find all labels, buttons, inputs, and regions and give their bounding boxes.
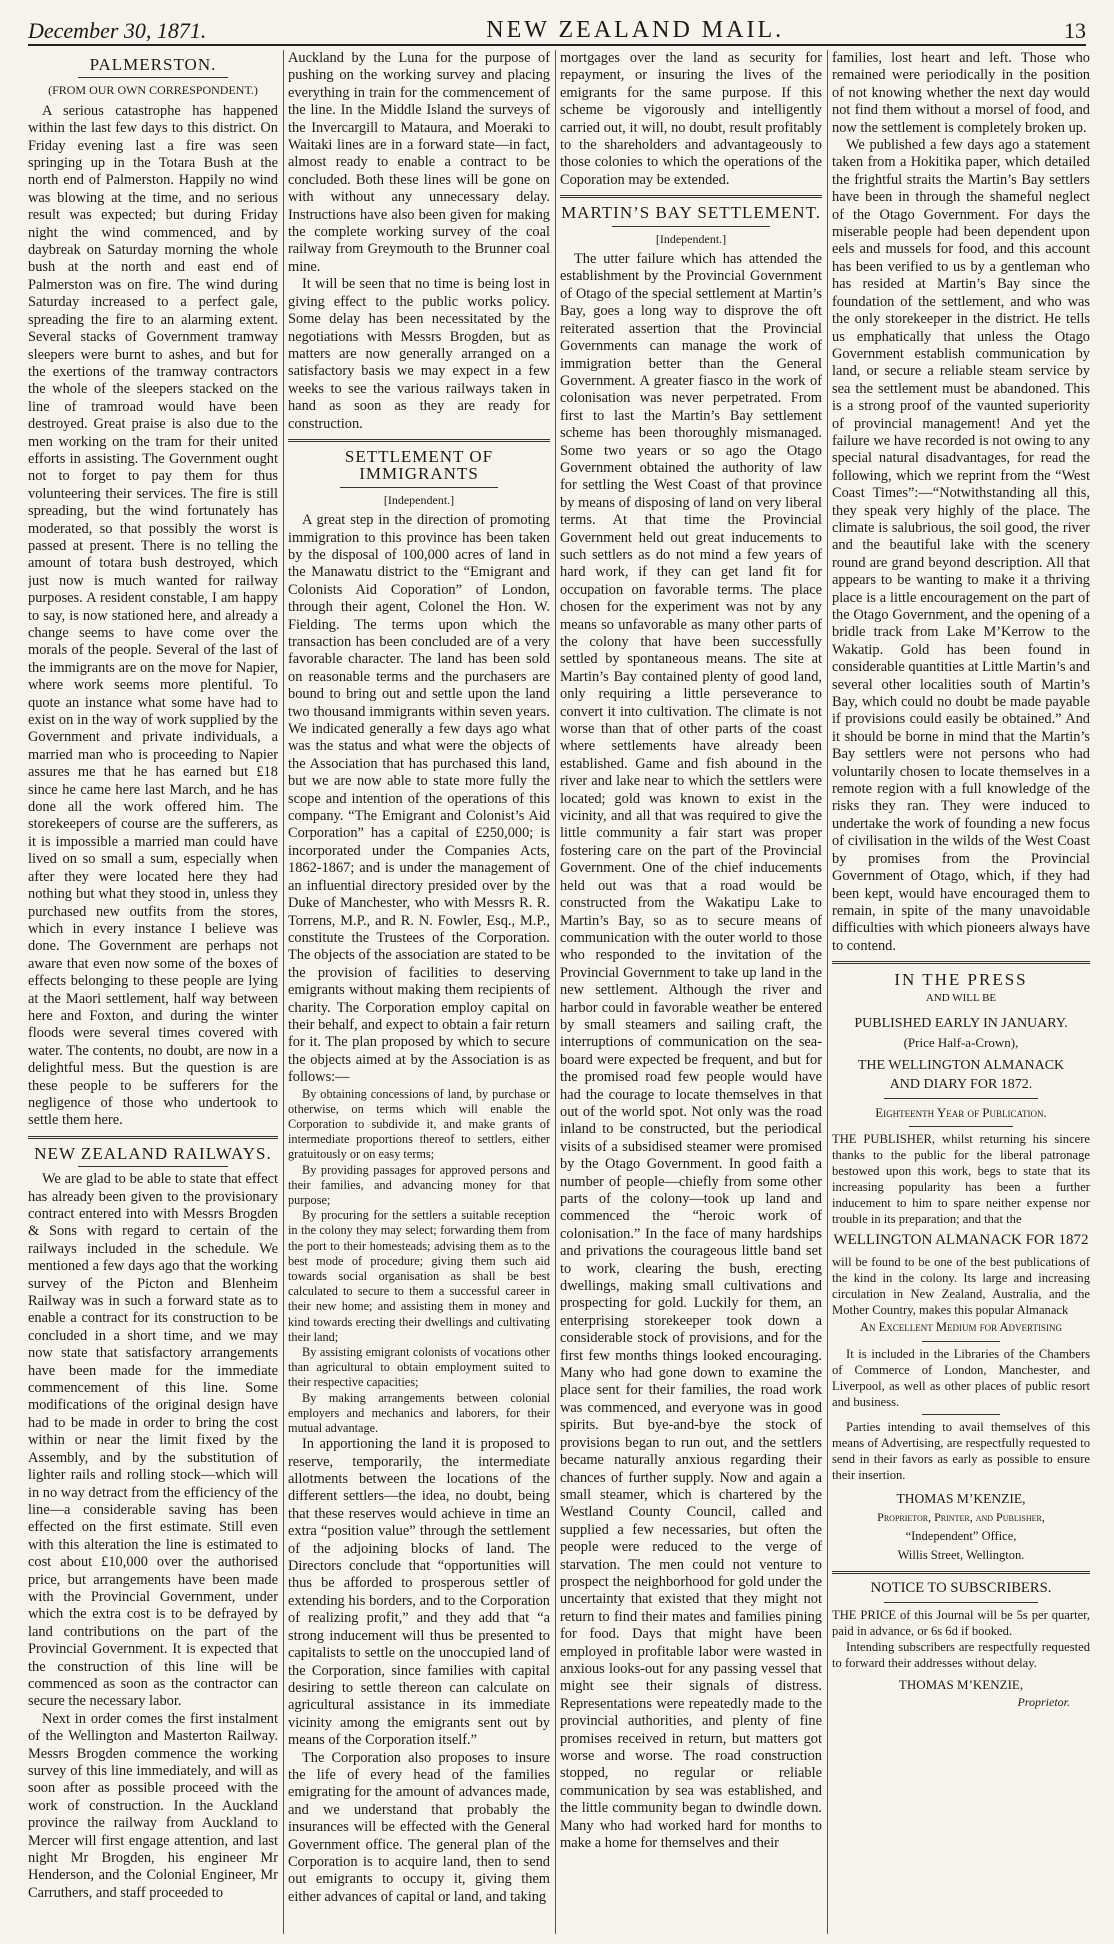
plan-item: By assisting emigrant colonists of vocations other than agricultural to obtain employment suited to their respective capacities; [288, 1345, 550, 1390]
plan-item: By providing passages for approved persons and their families, and advancing money for that purpose; [288, 1162, 550, 1207]
masthead [28, 10, 1086, 46]
notice-heading: NOTICE TO SUBSCRIBERS. [870, 1580, 1052, 1597]
ad-published: PUBLISHED EARLY IN JANUARY. [854, 1016, 1068, 1032]
article-paragraph: The Corporation also proposes to insure the life of every head of the families emigrating for the amount of advances made, and we understand that probably the insurances will be effected with the General Government office. The general plan of the Corporation is to acquire land, then to send out emigrants to occupy it, giving them either advances of capital or land, and taking [288, 1749, 550, 1905]
heading-rule [340, 487, 497, 488]
column-3 [560, 50, 822, 1936]
article-heading-immigrants: SETTLEMENT OF IMMIGRANTS [344, 446, 494, 484]
page-number: 13 [1064, 18, 1086, 43]
plan-item: By procuring for the settlers a suitable reception in the colony they may select; forwarding them from the port to their homesteads; advising them as to the best mode of procedure; giving them such aid towards social organisation as shall be best calculated to secure to them a successful career in their new home; and assisting them in money and kind towards erecting their dwellings and cultivating their land; [288, 1208, 550, 1344]
ad-signature-address: Willis Street, Wellington. [897, 1548, 1025, 1563]
heading-rule [612, 226, 769, 227]
issue-date: December 30, 1871. [28, 18, 207, 43]
article-paragraph: It will be seen that no time is being lost in giving effect to the public works policy. Some delay has been necessitated by the negotiations with Messrs Brogden, but as matters are now generally arranged on a satisfactory basis we may expect in a few weeks to see the various railways taken in hand as soon as they are ready for construction. [288, 276, 550, 432]
article-byline: (FROM OUR OWN CORRESPONDENT.) [48, 83, 258, 98]
ad-medium: An Excellent Medium for Advertising [859, 1320, 1063, 1335]
article-separator [288, 439, 550, 442]
ad-signature-role: Proprietor, Printer, and Publisher, [877, 1510, 1045, 1525]
notice-paragraph: Intending subscribers are respectfully requested to forward their addresses without delay. [832, 1639, 1090, 1670]
ad-in-the-press: IN THE PRESS [894, 970, 1028, 990]
article-heading-martins-bay: MARTIN’S BAY SETTLEMENT. [561, 203, 821, 223]
article-paragraph: The utter failure which has attended the establishment by the Provincial Government of Otago of the special settlement at Martin’s Bay, goes a long way to disprove the oft reiterated assertion that the Provincial Governments can manage the work of immigration better than the General Government. A greater fiasco in the work of colonisation was never perpetrated. From first to last the Martin’s Bay settlement scheme has been thoroughly mismanaged. Some two years or so ago the Otago Government obtained the authority of law for settling the West Coast of that province by means of disposing of land on very liberal terms. At that time the Provincial Government held out great inducements to such settlers as do not mind a few years of hard work, if they can get land fit for occupation on favorable terms. The place chosen for the experiment was not by any means so unfavorable as many other parts of the colony that have been successfully settled by spontaneous means. The site at Martin’s Bay contained plenty of good land, only requiring a little perseverance to convert it into cultivation. The climate is not worse than that of other parts of the coast where settlements have already been established. Game and fish abound in the river and lake near to which the settlers were located; gold was known to exist in the vicinity, and all that was required to give the little community a fair start was proper fostering care on the part of the Provincial Government. One of the chief inducements held out was that a road would be constructed from the Wakatipu Lake to Martin’s Bay, so as to secure means of communication with the outer world to those who responded to the invitation of the Provincial Government to take up land in the new settlement. Although the river and harbor could in favorable weather be entered by small steamers and sailing craft, the interruptions of communication on the sea-board were expected be frequent, and but for the promised road few people would have had the courage to locate themselves in that out of the world spot. Not only was the road inland to be constructed, but the periodical visits of a subsidised steamer were promised by the Otago Government. In good faith a number of people—chiefly from some other parts of the colony—took up land and commenced the “heroic work of colonisation.” In the face of many hardships and privations the courageous little band set to work, clearing the bush, erecting dwellings, making small cultivations and prospecting for gold. Luckily for them, an enterprising storekeeper took down a considerable stock of provisions, and for the first few months things looked encouraging. Many who had gone down to examine the place sent for their families, the road work was commenced, and everyone was in good spirits. But bye-and-bye the stock of provisions began to run out, and the settlers became naturally anxious regarding their chances of further supply. Now and again a small steamer, which is chartered by the Westland County Council, called and supplied a few necessaries, but often the people were reduced to the verge of starvation. The men could not venture to prospect the neighborhood for gold under the uncertainty that existed that they might not return to find their mates and families pining for food. Days that might have been employed in profitable labor were wasted in anxious looks-out for any passing vessel that might see their signals of distress. Representations were repeatedly made to the provincial authorities, and plenty of fine promises received in return, but matters got worse and worse. The road construction stopped, no regular or reliable communication by sea was established, and the little community began to dwindle down. Many who had worked hard for months to make a home for themselves and their [560, 251, 822, 1852]
article-paragraph: We published a few days ago a statement taken from a Hokitika paper, which detailed the frightful straits the Martin’s Bay settlers have been in through the shameful neglect of the Otago Government. For days the miserable people had been dependent upon eels and mussels for food, and this account has been verified to us by a gentleman who has resided at Martin’s Bay since the foundation of the settlement, and who was the only storekeeper in the district. He tells us emphatically that unless the Otago Government establish communication by land, or secure a reliable steam service by sea the settlement must be abandoned. This is a strong proof of the vaunted superiority of provincial management! And yet the failure we have recorded is not owing to any special natural disadvantages, for read the following, which we reprint from the “West Coast Times”:—“Notwithstanding all this, they speak very highly of the place. The climate is salubrious, the soil good, the river and the beautiful lake with the scenery round are grand beyond description. All that appears to be wanting to make it a thriving place is a little encouragement on the part of the Otago Government, and the opening of a bridle track from Lake M’Kerrow to the Wakatip. Gold has been found in considerable quantities at Little Martin’s and several other localities south of Martin’s Bay, which could no doubt be made payable if provisions could easily be obtained.” And it should be borne in mind that the Martin’s Bay settlers were not persons who had voluntarily chosen to locate themselves in a remote region with a full knowledge of the risks they ran. They were induced to undertake the work of founding a new focus of civilisation in the wilds of the West Coast by promises from the Provincial Government of Otago, which, if they had been kept, would have encouraged them to remain, in spite of the many unavoidable difficulties with which pioneers always have to contend. [832, 137, 1090, 954]
article-paragraph: A great step in the direction of promoting immigration to this province has been taken by the disposal of 100,000 acres of land in the Manawatu district to the “Emigrant and Colonists Aid Coporation” of London, through their agent, Colonel the Hon. W. Fielding. The terms upon which the transaction has been concluded are of a very favorable character. The land has been sold on reasonable terms and the purchasers are bound to bring out and settle upon the land two thousand immigrants within seven years. We indicated generally a few days ago what was the status and what were the objects of the Association that has purchased this land, but we are now able to state more fully the scope and intention of the operations of this company. “The Emigrant and Colonist’s Aid Corporation” has a capital of £250,000; is incorporated under the Companies Acts, 1862-1867; and is under the management of an influential directory presided over by the Duke of Manchester, who with Messrs R. R. Torrens, M.P., and R. N. Fowler, Esq., M.P., constitute the Trustees of the Corporation. The objects of the association are stated to be the provision of facilities to deserving emigrants without making them recipients of charity. The Corporation employ capital on their behalf, and expect to obtain a fair return for it. The plan proposed by which to secure the objects aimed at by the Association is as follows:— [288, 512, 550, 1086]
notice-signature-role: Proprietor. [1017, 1694, 1070, 1709]
plan-item: By obtaining concessions of land, by purchase or otherwise, on terms which will enable the Corporation to subdivide it, and make grants of intermediate proportions thereof to settlers, either gratuitously or on easy terms; [288, 1086, 550, 1162]
article-paragraph: Auckland by the Luna for the purpose of pushing on the working survey and placing everything in train for the commencement of the line. In the Middle Island the surveys of the Invercargill to Mataura, and Moeraki to Waitaki lines are in a forward state—in fact, almost ready to enable a contract to be concluded. Both these lines will be gone on with without any unnecessary delay. Instructions have also been given for making the complete working survey of the coal railway from Greymouth to the Brunner coal mine. [288, 50, 550, 275]
ad-diary-title: AND DIARY FOR 1872. [889, 1077, 1033, 1093]
ad-almanack-1872: WELLINGTON ALMANACK FOR 1872 [833, 1232, 1089, 1249]
article-separator [832, 961, 1090, 964]
ad-rule [922, 1341, 999, 1342]
ad-rule [909, 1126, 1012, 1127]
ad-rule [884, 1098, 1039, 1099]
article-heading-palmerston: PALMERSTON. [89, 55, 217, 74]
ad-rule [922, 1414, 999, 1415]
heading-rule [884, 1602, 1039, 1603]
article-paragraph: Next in order comes the first instalment of the Wellington and Masterton Railway. Messrs Brogden commence the working survey of this line immediately, and will as soon after as possible proceed with the work of construction. In the Auckland province the railway from Auckland to Mercer will first engage attention, and last night Mr Brogden, his engineer Mr Henderson, and the Colonial Engineer, Mr Carruthers, and staff proceeded to [28, 1710, 278, 1901]
article-separator [560, 195, 822, 198]
almanack-advertisement [832, 970, 1090, 1565]
column-2 [288, 50, 550, 1936]
notice-paragraph: THE PRICE of this Journal will be 5s per quarter, paid in advance, or 6s 6d if booked. [832, 1607, 1090, 1638]
column-rule [283, 50, 284, 1934]
ad-year-of-publication: Eighteenth Year of Publication. [875, 1105, 1047, 1121]
article-heading-railways: NEW ZEALAND RAILWAYS. [34, 1143, 272, 1163]
ad-paragraph: will be found to be one of the best publications of the kind in the colony. Its large and increasing circulation in New Zealand, Australia, and the Mother Country, makes this popular Almanack [832, 1255, 1090, 1318]
article-paragraph: We are glad to be able to state that effect has already been given to the provisionary contract entered into with Messrs Brogden & Sons with regard to certain of the railways included in the schedule. We mentioned a few days ago that the working survey of the Picton and Blenheim Railway was in such a forward state as to enable a contract for its construction to be concluded in a short time, and we may now state that satisfactory arrangements have been made for the immediate commencement of this line. Some modifications of the original design have had to be made in order to bring the cost within or near the limit fixed by the Assembly, and by the substitution of lighter rails and rolling stock—which will in no way detract from the efficiency of the line—a considerable saving has been effected on the first estimate. Still even with this alteration the line is estimated to cost about £10,000 over the authorised price, but arrangements have been made with the Provincial Government, under which the extra cost is to be defrayed by land contributions on the part of the Provincial Government. It is expected that the construction of this line will be commenced as soon as the contractor can secure the necessary labor. [28, 1171, 278, 1710]
ad-will-be: AND WILL BE [925, 992, 997, 1005]
heading-rule [78, 77, 228, 78]
column-rule [827, 50, 828, 1934]
article-separator [832, 1571, 1090, 1574]
notice-signature-name: THOMAS M’KENZIE, [898, 1676, 1024, 1692]
ad-price: (Price Half-a-Crown), [903, 1035, 1019, 1051]
ad-signature-office: “Independent” Office, [905, 1529, 1017, 1544]
ad-paragraph: It is included in the Libraries of the Chambers of Commerce of London, Manchester, and Liverpool, as well as other places of public resort and business. [832, 1347, 1090, 1410]
newspaper-title: NEW ZEALAND MAIL. [486, 17, 785, 43]
heading-rule [78, 1166, 228, 1167]
ad-paragraph: Parties intending to avail themselves of this means of Advertising, are respectfully requested to send in their favors as early as possible to ensure their insertion. [832, 1420, 1090, 1483]
article-paragraph: A serious catastrophe has happened within the last few days to this district. On Friday evening last a fire was seen springing up in the Totara Bush at the north end of Palmerston. Happily no wind was blowing at the time, and no serious result was expected; but during Friday night the wind commenced, and by daybreak on Saturday morning the whole bush at the north and east end of Palmerston was on fire. The wind during Saturday increased to a perfect gale, spreading the fire to an alarming extent. Several stacks of Government tramway sleepers were burnt to ashes, and but for the exertions of the tramway contractors the whole of the sleepers stacked on the line of tramroad would have been destroyed. Great praise is also due to the men working on the tram for their united efforts in assisting. The Government ought not to forget to pay them for thus volunteering their services. The fire is still spreading, but the wind fortunately has moderated, so that possibly the worst is passed at present. There is no telling the amount of totara bush destroyed, which just now is much wanted for railway purposes. A resident constable, I am happy to say, is now stationed here, and already a change seems to have come over the morals of the people. Several of the last of the immigrants are on the move for Napier, where work seems more plentiful. To quote an instance what some have had to exist on in the way of work supplied by the Government and private individuals, a married man who is proceeding to Napier assures me that he has earned but £18 since he came here last March, and he has done all the work offered him. The storekeepers of course are the sufferers, as it is impossible a married man could have lived on so small a sum, especially when after they were located here they had nothing but what they stood in, unless they purchased new outfits from the stores, which in every instance I believe was done. The Government are perhaps not aware that even now some of the boxes of effects belonging to these people are lying at the Maori settlement, half way between here and Foxton, and during the winter floods were several times covered with water. The contents, no doubt, are now in a delightful mess. But the question is are these people to be sufferers for the negligence of those who undertook to settle them here. [28, 102, 278, 1129]
article-source: [Independent.] [655, 231, 727, 246]
ad-signature-name: THOMAS M’KENZIE, [896, 1491, 1026, 1507]
article-paragraph: families, lost heart and left. Those who remained were periodically in the position of not knowing whether the next day would not find them without a morsel of food, and now the settlement is completely broken up. [832, 50, 1090, 136]
ad-paragraph: THE PUBLISHER, whilst returning his sincere thanks to the public for the liberal patronage bestowed upon this work, begs to state that its increasing popularity has been a further inducement to him to spare neither expense nor trouble in its preparation; and that the [832, 1132, 1090, 1227]
article-source: [Independent.] [383, 492, 455, 507]
ad-almanack-title: THE WELLINGTON ALMANACK [857, 1058, 1065, 1074]
column-4 [832, 50, 1090, 1936]
article-paragraph: In apportioning the land it is proposed to reserve, temporarily, the intermediate allotments between the locations of the different settlers—the idea, no doubt, being that these reserves would achieve in time an extra “position value” through the settlement of the adjoining blocks of land. The Directors conclude that “opportunities will thus be afforded to prosperous settler of extending his borders, and to the Corporation of realizing profit,” and they add that “a strong inducement will thus be presented to capitalists to settle on the unoccupied land of the Corporation, since families with capital desiring to settle thereon can calculate on agricultural assistance in its immediate vicinity among the emigrants sent out by means of the Corporation itself.” [288, 1436, 550, 1749]
article-paragraph: mortgages over the land as security for repayment, or insuring the lives of the emigrants for the same purpose. If this scheme be vigorously and intelligently carried out, it will, no doubt, result profitably to the shareholders and advantageously to those colonies to which the operations of the Coporation may be extended. [560, 50, 822, 188]
column-rule [555, 50, 556, 1934]
article-separator [28, 1136, 278, 1139]
column-1 [28, 50, 278, 1936]
plan-item: By making arrangements between colonial employers and mechanics and laborers, for their mutual advantage. [288, 1390, 550, 1436]
